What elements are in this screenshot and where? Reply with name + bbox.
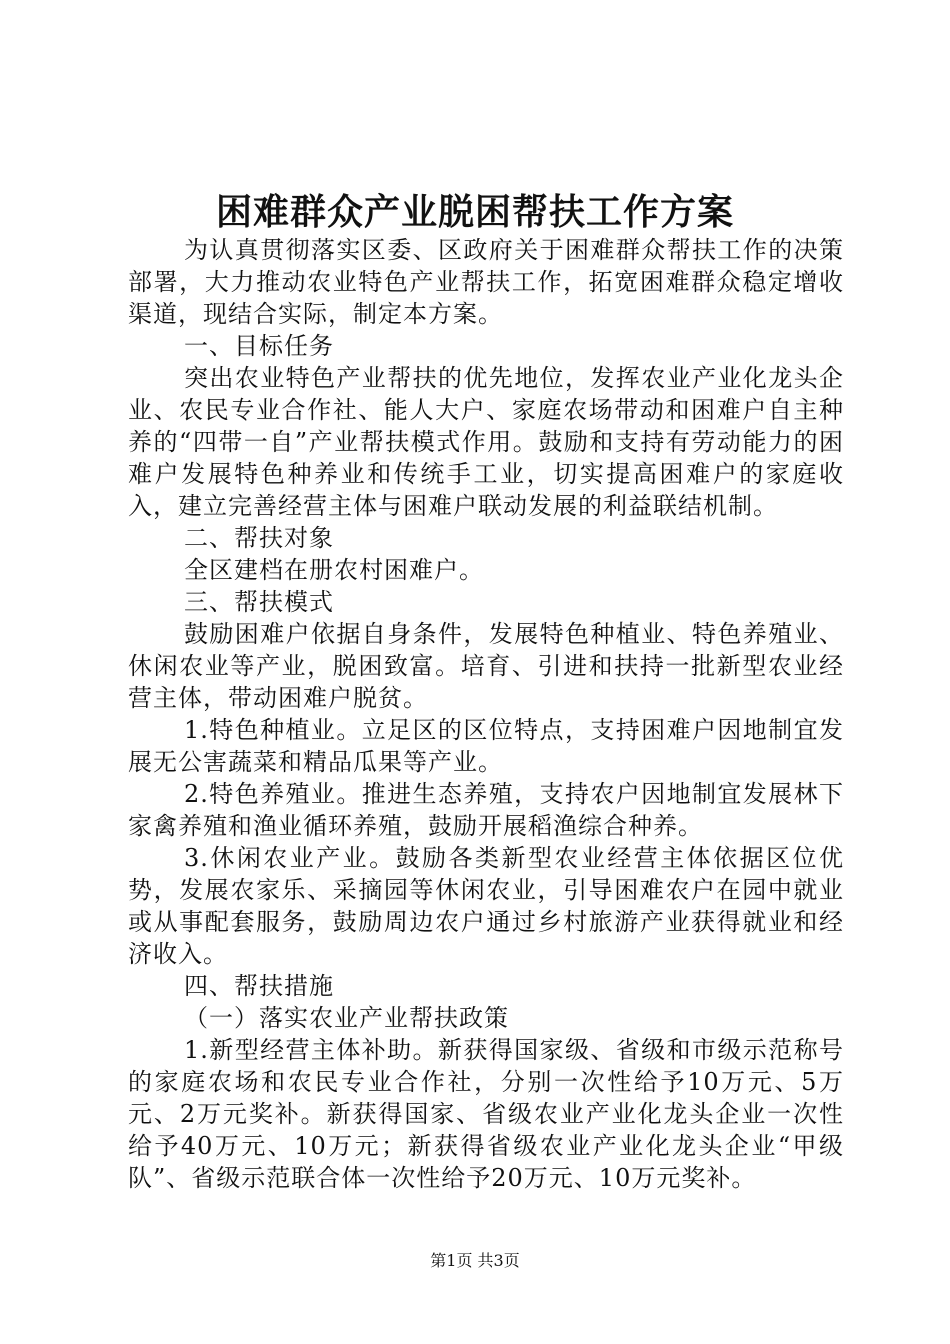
page-number-footer: 第1页 共3页 <box>430 1251 520 1270</box>
modes-paragraph: 鼓励困难户依据自身条件，发展特色种植业、特色养殖业、休闲农业等产业，脱困致富。培育、引进和扶持一批新型农业经营主体，带动困难户脱贫。 <box>128 620 844 712</box>
subsection-heading-policy: （一）落实农业产业帮扶政策 <box>184 1004 509 1032</box>
goals-paragraph: 突出农业特色产业帮扶的优先地位，发挥农业产业化龙头企业、农民专业合作社、能人大户、家庭农场带动和困难户自主种养的“四带一自”产业帮扶模式作用。鼓励和支持有劳动能力的困难户发展特色种养业和传统手工业，切实提高困难户的家庭收入，建立完善经营主体与困难户联动发展的利益联结机制。 <box>128 364 844 520</box>
section-heading-targets: 二、帮扶对象 <box>184 524 334 552</box>
mode-item-leisure: 3.休闲农业产业。鼓励各类新型农业经营主体依据区位优势，发展农家乐、采摘园等休闲农业，引导困难农户在园中就业或从事配套服务，鼓励周边农户通过乡村旅游产业获得就业和经济收入。 <box>128 844 844 968</box>
mode-item-planting: 1.特色种植业。立足区的区位特点，支持困难户因地制宜发展无公害蔬菜和精品瓜果等产业。 <box>128 716 844 776</box>
intro-paragraph: 为认真贯彻落实区委、区政府关于困难群众帮扶工作的决策部署，大力推动农业特色产业帮扶工作，拓宽困难群众稳定增收渠道，现结合实际，制定本方案。 <box>128 236 844 328</box>
measure-item-subsidy: 1.新型经营主体补助。新获得国家级、省级和市级示范称号的家庭农场和农民专业合作社，分别一次性给予10万元、5万元、2万元奖补。新获得国家、省级农业产业化龙头企业一次性给予40万元、10万元；新获得省级农业产业化龙头企业“甲级队”、省级示范联合体一次性给予20万元、10万元奖补。 <box>128 1036 844 1192</box>
mode-item-breeding: 2.特色养殖业。推进生态养殖，支持农户因地制宜发展林下家禽养殖和渔业循环养殖，鼓励开展稻渔综合种养。 <box>128 780 844 840</box>
section-heading-goals: 一、目标任务 <box>184 332 334 360</box>
section-heading-modes: 三、帮扶模式 <box>184 588 334 616</box>
section-heading-measures: 四、帮扶措施 <box>184 972 334 1000</box>
document-title: 困难群众产业脱困帮扶工作方案 <box>215 191 734 233</box>
targets-paragraph: 全区建档在册农村困难户。 <box>184 556 484 584</box>
document-body <box>128 234 844 1194</box>
